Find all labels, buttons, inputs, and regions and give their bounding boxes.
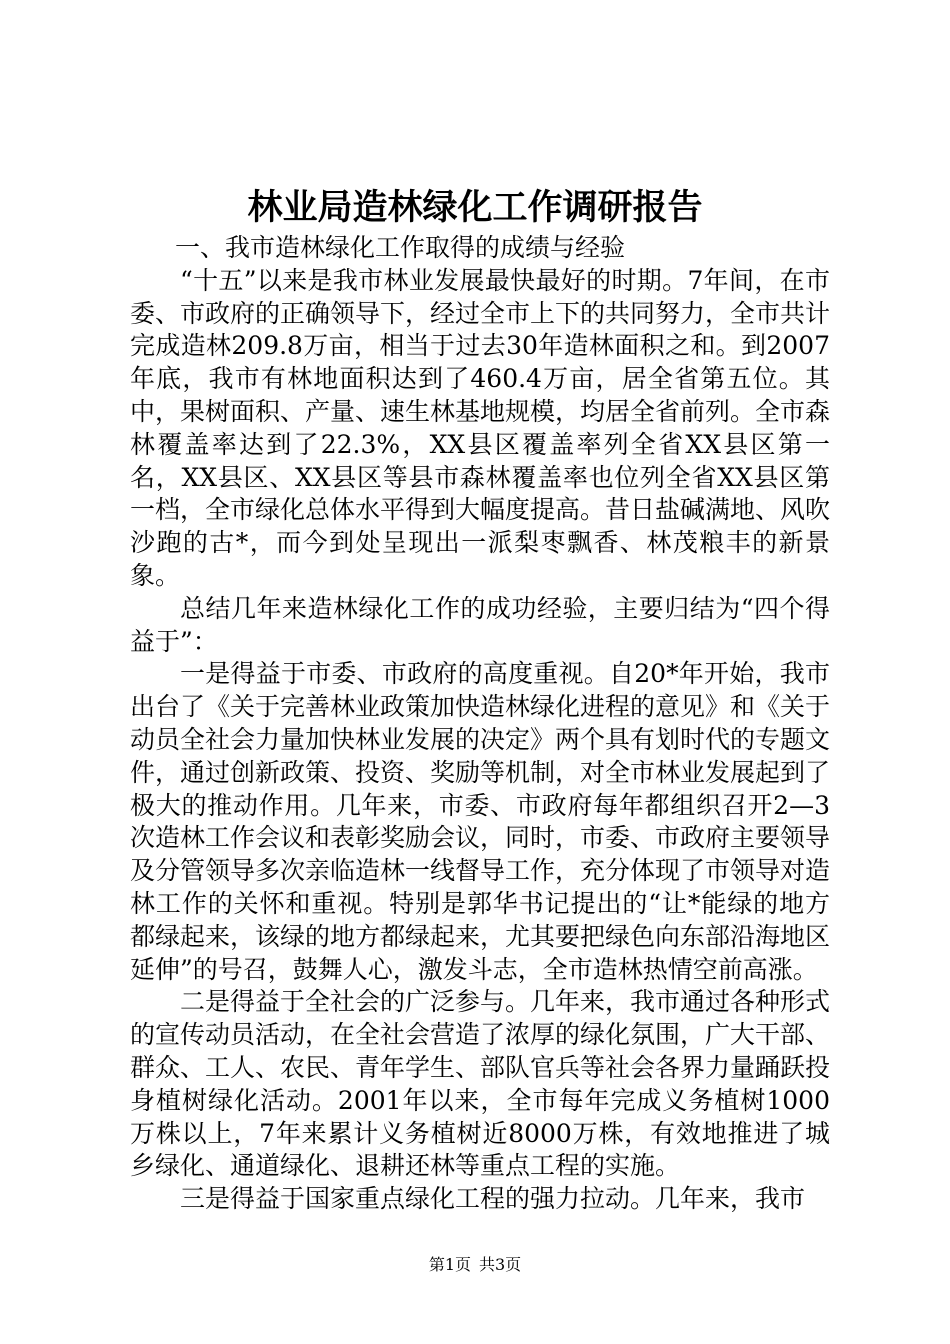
paragraph-experience-summary: 总结几年来造林绿化工作的成功经验，主要归结为“四个得益于”： xyxy=(130,593,830,656)
paragraph-point-one: 一是得益于市委、市政府的高度重视。自20*年开始，我市出台了《关于完善林业政策加快造林绿化进程的意见》和《关于动员全社会力量加快林业发展的决定》两个具有划时代的专题文件，通过创新政策、投资、奖励等机制，对全市林业发展起到了极大的推动作用。几年来，市委、市政府每年都组织召开2—3次造林工作会议和表彰奖励会议，同时，市委、市政府主要领导及分管领导多次亲临造林一线督导工作，充分体现了市领导对造林工作的关怀和重视。特别是郭华书记提出的“让*能绿的地方都绿起来，该绿的地方都绿起来，尤其要把绿色向东部沿海地区延伸”的号召，鼓舞人心，激发斗志，全市造林热情空前高涨。 xyxy=(130,659,831,984)
page-total: 共3页 xyxy=(479,1255,522,1274)
paragraph-point-three: 三是得益于国家重点绿化工程的强力拉动。几年来，我市 xyxy=(180,1184,806,1214)
page-footer xyxy=(0,1254,950,1276)
page-number: 第1页 xyxy=(428,1255,471,1274)
section-heading: 一、我市造林绿化工作取得的成绩与经验 xyxy=(175,233,626,262)
document-title: 林业局造林绿化工作调研报告 xyxy=(247,187,703,228)
paragraph-point-two: 二是得益于全社会的广泛参与。几年来，我市通过各种形式的宣传动员活动，在全社会营造了浓厚的绿化氛围，广大干部、群众、工人、农民、青年学生、部队官兵等社会各界力量踊跃投身植树绿化活动。2001年以来，全市每年完成义务植树1000万株以上，7年来累计义务植树近8000万株，有效地推进了城乡绿化、通道绿化、退耕还林等重点工程的实施。 xyxy=(130,987,831,1181)
document-body xyxy=(130,232,830,1216)
paragraph-achievements: “十五”以来是我市林业发展最快最好的时期。7年间，在市委、市政府的正确领导下，经过全市上下的共同努力，全市共计完成造林209.8万亩，相当于过去30年造林面积之和。到2007年底，我市有林地面积达到了460.4万亩，居全省第五位。其中，果树面积、产量、速生林基地规模，均居全省前列。全市森林覆盖率达到了22.3%，XX县区覆盖率列全省XX县区第一名，XX县区、XX县区等县市森林覆盖率也位列全省XX县区第一档，全市绿化总体水平得到大幅度提高。昔日盐碱满地、风吹沙跑的古*，而今到处呈现出一派梨枣飘香、林茂粮丰的新景象。 xyxy=(130,265,831,590)
